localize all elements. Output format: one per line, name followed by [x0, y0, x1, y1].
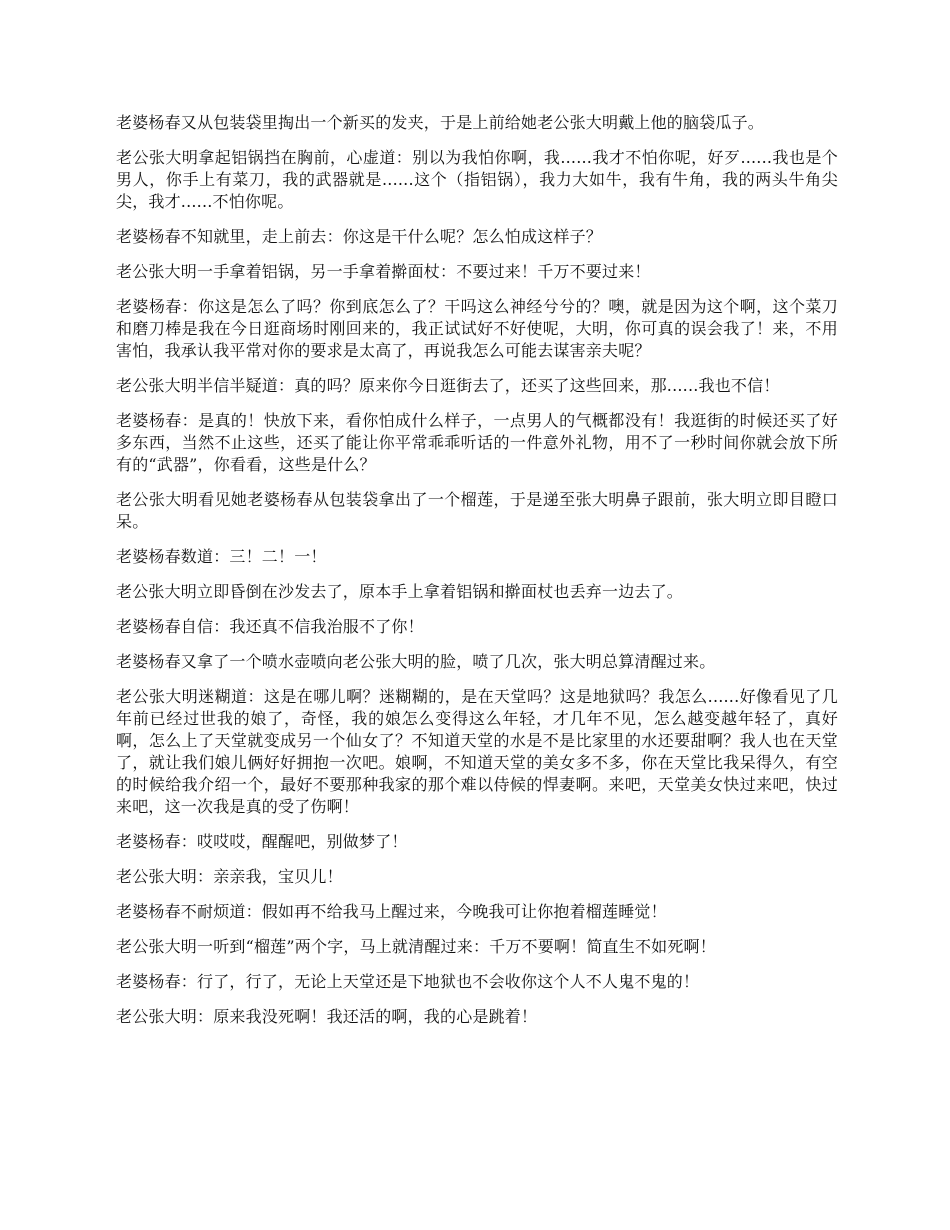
paragraph-7: 老婆杨春：是真的！快放下来，看你怕成什么样子，一点男人的气概都没有！我逛街的时候还买了好多东西，当然不止这些，还买了能让你平常乖乖听话的一件意外礼物，用不了一秒时间你就会放下所有的“武器”，你看看，这些是什么？ [116, 411, 838, 474]
paragraph-2: 老公张大明拿起铝锅挡在胸前，心虚道：别以为我怕你啊，我......我才不怕你呢，好歹......我也是个男人，你手上有菜刀，我的武器就是......这个（指铝锅），我力大如牛，我有牛角，我的两头牛角尖尖，我才......不怕你呢。 [116, 148, 838, 211]
paragraph-5: 老婆杨春：你这是怎么了吗？你到底怎么了？干吗这么神经兮兮的？噢，就是因为这个啊，这个菜刀和磨刀棒是我在今日逛商场时刚回来的，我正试试好不好使呢，大明，你可真的误会我了！来，不用害怕，我承认我平常对你的要求是太高了，再说我怎么可能去谋害亲夫呢？ [116, 297, 838, 360]
paragraph-6: 老公张大明半信半疑道：真的吗？原来你今日逛街去了，还买了这些回来，那......我也不信！ [116, 376, 780, 395]
paragraph-13: 老公张大明迷糊道：这是在哪儿啊？迷糊糊的，是在天堂吗？这是地狱吗？我怎么......好像看见了几年前已经过世我的娘了，奇怪，我的娘怎么变得这么年轻，才几年不见，怎么越变越年轻了，真好啊，怎么上了天堂就变成另一个仙女了？不知道天堂的水是不是比家里的水还要甜啊？我人也在天堂了，就让我们娘儿俩好好拥抱一次吧。娘啊，不知道天堂的美女多不多，你在天堂比我呆得久，有空的时候给我介绍一个，最好不要那种我家的那个难以侍候的悍妻啊。来吧，天堂美女快过来吧，快过来吧，这一次我是真的受了伤啊！ [116, 687, 838, 816]
document-body [116, 112, 838, 1041]
paragraph-16: 老婆杨春不耐烦道：假如再不给我马上醒过来，今晚我可让你抱着榴莲睡觉！ [116, 902, 667, 921]
paragraph-15: 老公张大明：亲亲我，宝贝儿！ [116, 867, 343, 886]
paragraph-18: 老婆杨春：行了，行了，无论上天堂还是下地狱也不会收你这个人不人鬼不鬼的！ [116, 972, 700, 991]
paragraph-17: 老公张大明一听到“榴莲”两个字，马上就清醒过来：千万不要啊！简直生不如死啊！ [116, 937, 716, 956]
paragraph-4: 老公张大明一手拿着铝锅，另一手拿着擀面杖：不要过来！千万不要过来！ [116, 262, 651, 281]
paragraph-14: 老婆杨春：哎哎哎，醒醒吧，别做梦了！ [116, 832, 408, 851]
paragraph-8: 老公张大明看见她老婆杨春从包装袋拿出了一个榴莲，于是递至张大明鼻子跟前，张大明立即目瞪口呆。 [116, 490, 838, 531]
paragraph-12: 老婆杨春又拿了一个喷水壶喷向老公张大明的脸，喷了几次，张大明总算清醒过来。 [116, 652, 716, 671]
paragraph-1: 老婆杨春又从包装袋里掏出一个新买的发夹，于是上前给她老公张大明戴上他的脑袋瓜子。 [116, 113, 765, 132]
paragraph-9: 老婆杨春数道：三！二！一！ [116, 547, 327, 566]
paragraph-19: 老公张大明：原来我没死啊！我还活的啊，我的心是跳着！ [116, 1007, 538, 1026]
paragraph-10: 老公张大明立即昏倒在沙发去了，原本手上拿着铝锅和擀面杖也丢弃一边去了。 [116, 582, 684, 601]
paragraph-11: 老婆杨春自信：我还真不信我治服不了你！ [116, 617, 424, 636]
paragraph-3: 老婆杨春不知就里，走上前去：你这是干什么呢？怎么怕成这样子？ [116, 227, 603, 246]
